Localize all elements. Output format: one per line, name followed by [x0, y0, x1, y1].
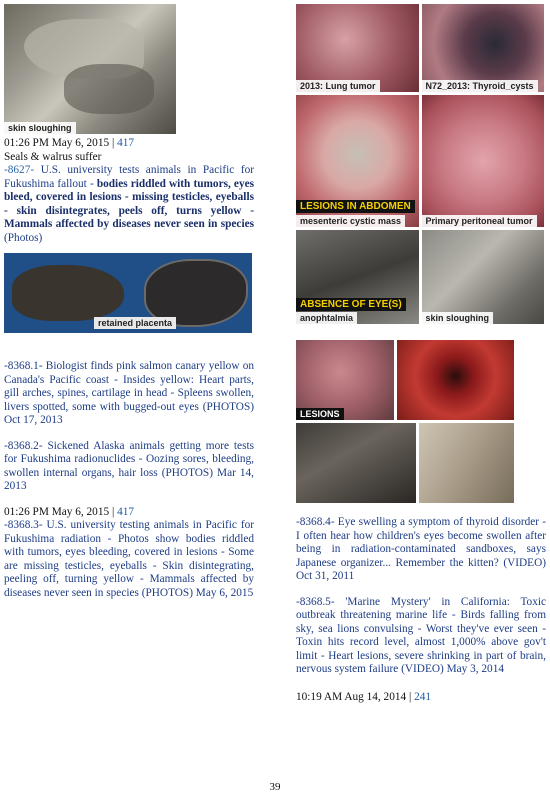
article-8368-3: -8368.3- U.S. university testing animals in Pacific for Fukushima radiation - Photos show bodies riddled with tumors, eyes bleeding, covered in lesions - Some are missing testicles, eyeballs - Skin disintegrating, peeling off, turning yellow - Mammals affected by diseases never seen in species (PHOTOS) May 6, 2015: [4, 519, 254, 599]
post-meta-3: [296, 691, 546, 705]
post-count-link[interactable]: 417: [117, 505, 135, 518]
section-heading: Seals & walrus suffer: [4, 150, 102, 163]
post-time: 01:26 PM May 6, 2015: [4, 137, 110, 149]
meta-separator: |: [111, 505, 115, 518]
lesions-collage: [296, 340, 514, 503]
article-8368-2: -8368.2- Sickened Alaska animals getting more tests for Fukushima radionuclides - Oozing sores, bleeding, swollen internal organs, hair loss (PHOTOS) Mar 14, 2013: [4, 439, 254, 492]
article-8627: [4, 164, 254, 245]
article-8368-5: -8368.5- 'Marine Mystery' in California: Toxic outbreak threatening marine life - Birds falling from sky, sea lions convulsing - Worst they've ever seen - Toxin hits record level, almost 1,000% above gov't limit - Heart lesions, severe shrinking in part of brain, nervous system failure (VIDEO) May 3, 2014: [296, 595, 546, 675]
lesions-label: LESIONS: [296, 408, 344, 420]
article-text: U.S. university tests animals in Pacific for Fukushima fallout -: [4, 164, 255, 190]
article-bold-text: bodies riddled with tumors, eyes bleed, covered in lesions - missing testicles, eyeballs - skin disintegrates, peels off, turns yellow - Mammals affected by diseases never seen in species: [4, 177, 254, 230]
lung-tumor-photo: [296, 4, 419, 92]
page-number: 39: [269, 781, 281, 793]
flipper-photo: [296, 423, 416, 503]
fin-photo: [419, 423, 514, 503]
peritoneal-label: Primary peritoneal tumor: [422, 215, 537, 227]
retained-placenta-label: retained placenta: [94, 317, 176, 329]
thyroid-cysts-photo: [422, 4, 545, 92]
absence-of-eyes-label: ABSENCE OF EYE(S): [296, 298, 406, 311]
thyroid-cysts-label: N72_2013: Thyroid_cysts: [422, 80, 538, 92]
post-meta: [4, 137, 254, 151]
swollen-eye-photo: [397, 340, 514, 420]
post-meta-2: [4, 506, 254, 520]
article-8368-4: -8368.4- Eye swelling a symptom of thyroid disorder - I often hear how children's eyes become swollen after being in radiation-contaminated sandboxes, says Japanese organizer... Remember the kitten? (VIDEO) Oct 31, 2011: [296, 516, 546, 582]
peritoneal-tumor-photo: [422, 95, 545, 227]
skin-sloughing-label: skin sloughing: [422, 312, 494, 324]
left-column: [4, 4, 254, 600]
post-count-link[interactable]: 417: [117, 137, 135, 149]
mesenteric-mass-photo: [296, 95, 419, 227]
pathology-collage: [296, 4, 544, 324]
right-column: [296, 4, 546, 704]
meta-separator: |: [408, 690, 412, 703]
skin-sloughing-photo: [4, 4, 176, 134]
lung-tumor-label: 2013: Lung tumor: [296, 80, 380, 92]
post-count-link[interactable]: 241: [414, 690, 432, 703]
retained-placenta-photo: [4, 253, 252, 333]
lesions-in-abdomen-label: LESIONS IN ABDOMEN: [296, 200, 415, 213]
article-tail: (Photos): [4, 231, 43, 244]
anophtalmia-photo: [296, 230, 419, 324]
lesions-photo: [296, 340, 394, 420]
mesenteric-label: mesenteric cystic mass: [296, 215, 405, 227]
skin-sloughing-photo-2: [422, 230, 545, 324]
anophtalmia-label: anophtalmia: [296, 312, 357, 324]
post-time: 10:19 AM Aug 14, 2014: [296, 690, 407, 703]
skin-sloughing-label: skin sloughing: [4, 122, 76, 134]
meta-separator: |: [111, 137, 115, 149]
post-time: 01:26 PM May 6, 2015: [4, 505, 110, 518]
article-8368-1: -8368.1- Biologist finds pink salmon canary yellow on Canada's Pacific coast - Insides yellow: Heart parts, gill arches, spines, cartilage in head - Spleens swollen, livers spotted, some with bugged-out eyes (PHOTOS) Oct 17, 2013: [4, 360, 254, 426]
article-id: -8627-: [4, 164, 35, 176]
